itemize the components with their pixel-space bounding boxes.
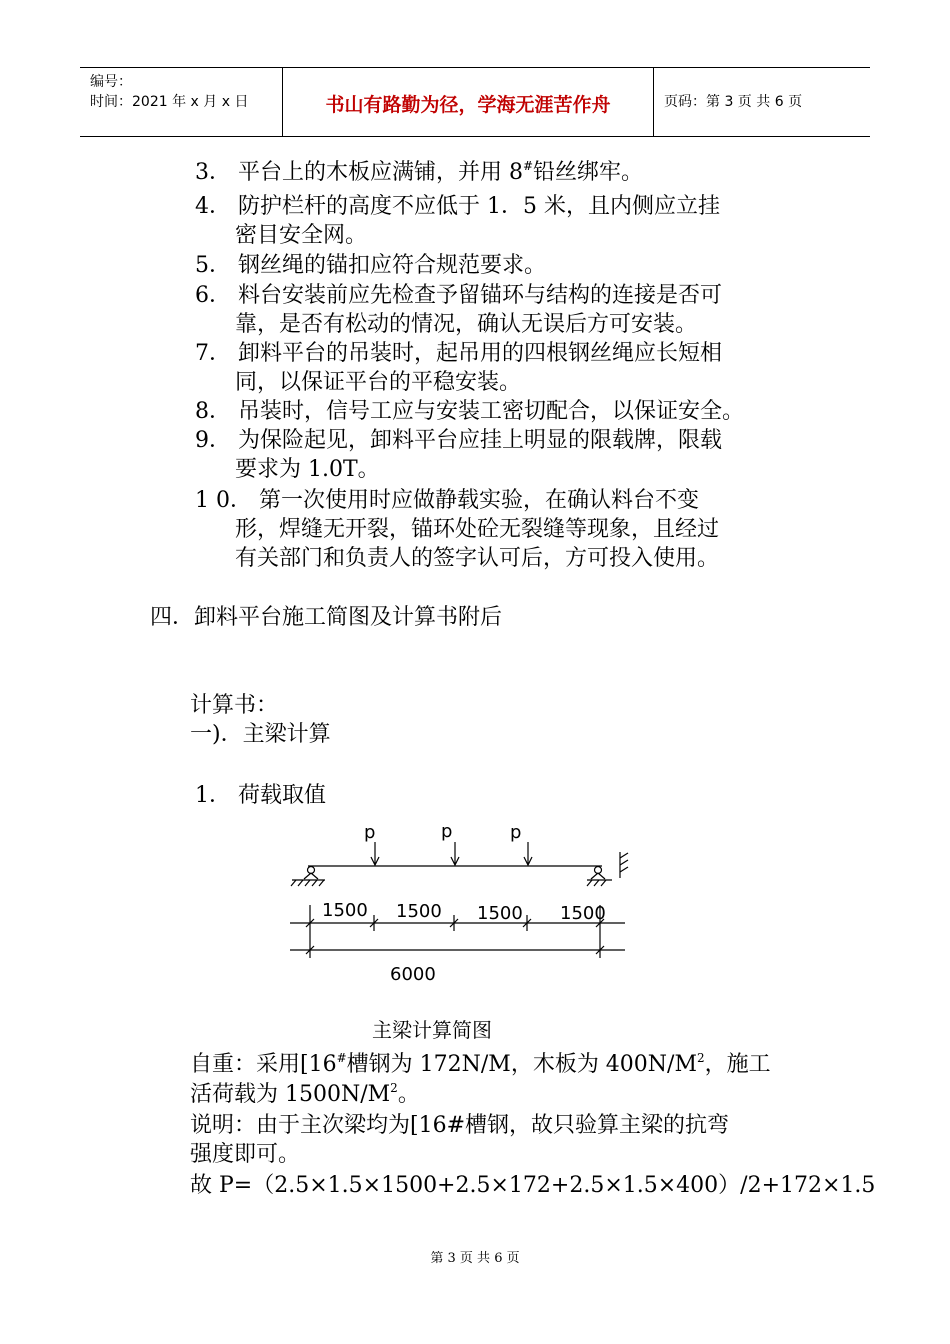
load-value-heading: 1． 荷载取值 [195,783,326,808]
item-9-cont: 要求为 1.0T。 [235,457,380,482]
self-weight-line [190,1050,771,1079]
doc-number: 编号： [90,74,132,90]
page-footer: 第 3 页 共 6 页 [430,1251,520,1266]
item-9: 9． 为保险起见，卸料平台应挂上明显的限载牌，限载 [195,428,722,453]
doc-date: 时间：2021 年 x 月 x 日 [90,94,249,110]
section-4-heading: 四．卸料平台施工简图及计算书附后 [150,605,503,630]
live-load-sup-2: 2 [390,1081,398,1095]
item-5: 5． 钢丝绳的锚扣应符合规范要求。 [195,253,546,278]
item-10-cont-1: 形，焊缝无开裂，锚环处砼无裂缝等现象，且经过 [235,517,720,542]
item-4: 4． 防护栏杆的高度不应低于 1．5 米，且内侧应立挂 [195,194,720,219]
span-label-4: 1500 [560,903,606,924]
item-8: 8． 吊装时，信号工应与安装工密切配合，以保证安全。 [195,399,744,424]
span-label-1: 1500 [322,900,368,921]
item-7-cont: 同，以保证平台的平稳安装。 [235,370,522,395]
formula-line: 故 P=（2.5×1.5×1500+2.5×172+2.5×1.5×400）/2+172×1.5 [190,1173,876,1198]
load-label-2: p [441,821,453,842]
live-load-end: 。 [397,1082,420,1107]
self-weight-sup-hash: # [336,1051,347,1065]
diagram-title: 主梁计算简图 [372,1018,492,1042]
main-beam-heading: 一)．主梁计算 [190,722,331,747]
self-weight-text-a: 自重：采用[16 [190,1052,337,1077]
load-label-3: p [510,822,522,843]
item-4-cont: 密目安全网。 [235,223,368,248]
span-label-3: 1500 [477,903,523,924]
item-6: 6． 料台安装前应先检查予留锚环与结构的连接是否可 [195,283,722,308]
self-weight-text-c: ，施工 [704,1052,771,1077]
item-6-cont: 靠，是否有松动的情况，确认无误后方可安装。 [235,312,698,337]
item-3-sup: # [522,159,534,173]
item-3-text: 3． 平台上的木板应满铺，并用 8 [195,160,523,185]
total-span-label: 6000 [390,964,436,985]
item-10-cont-2: 有关部门和负责人的签字认可后，方可投入使用。 [235,546,720,571]
load-label-1: p [364,822,376,843]
calc-title: 计算书： [190,693,279,718]
item-7: 7． 卸料平台的吊装时，起吊用的四根钢丝绳应长短相 [195,341,722,366]
motto: 书山有路勤为径，学海无涯苦作舟 [325,94,611,116]
live-load-line [190,1080,420,1109]
item-10: 1 0． 第一次使用时应做静载实验，在确认料台不变 [195,488,699,513]
page-number: 页码：第 3 页 共 6 页 [664,94,803,110]
self-weight-sup-2: 2 [697,1051,705,1065]
span-label-2: 1500 [396,901,442,922]
note-line: 说明：由于主次梁均为[16#槽钢，故只验算主梁的抗弯 [190,1113,730,1138]
item-3-text-end: 铅丝绑牢。 [533,160,644,185]
note-line-cont: 强度即可。 [190,1142,301,1167]
self-weight-text-b: 槽钢为 172N/M，木板为 400N/M [346,1052,697,1077]
live-load-text: 活荷载为 1500N/M [190,1082,391,1107]
